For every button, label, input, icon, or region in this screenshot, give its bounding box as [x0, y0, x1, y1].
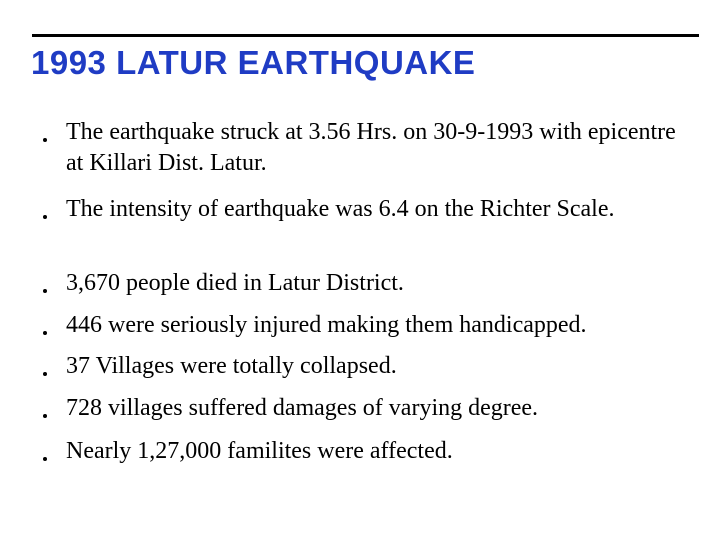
bullet-item — [66, 117, 686, 179]
bullet-icon — [43, 457, 47, 461]
bullet-text: The earthquake struck at 3.56 Hrs. on 30-9-1993 with epicentre at Killari Dist. Latur. — [66, 119, 676, 176]
slide-title: 1993 LATUR EARTHQUAKE — [31, 44, 476, 81]
bullet-item — [66, 393, 686, 424]
bullet-icon — [43, 331, 47, 335]
bullet-text: Nearly 1,27,000 familites were affected. — [66, 438, 453, 464]
bullet-icon — [43, 138, 47, 142]
bullet-item — [66, 436, 686, 467]
bullet-icon — [43, 215, 47, 219]
bullet-text: 446 were seriously injured making them handicapped. — [66, 312, 587, 338]
bullet-text: The intensity of earthquake was 6.4 on the Richter Scale. — [66, 196, 615, 222]
bullet-item — [66, 194, 686, 225]
bullet-icon — [43, 414, 47, 418]
bullet-icon — [43, 372, 47, 376]
bullet-text: 3,670 people died in Latur District. — [66, 270, 404, 296]
bullet-text: 37 Villages were totally collapsed. — [66, 353, 397, 379]
bullet-text: 728 villages suffered damages of varying degree. — [66, 395, 539, 421]
bullet-item — [66, 310, 686, 341]
bullet-icon — [43, 289, 47, 293]
bullet-item — [66, 268, 686, 299]
bullet-item — [66, 351, 686, 382]
